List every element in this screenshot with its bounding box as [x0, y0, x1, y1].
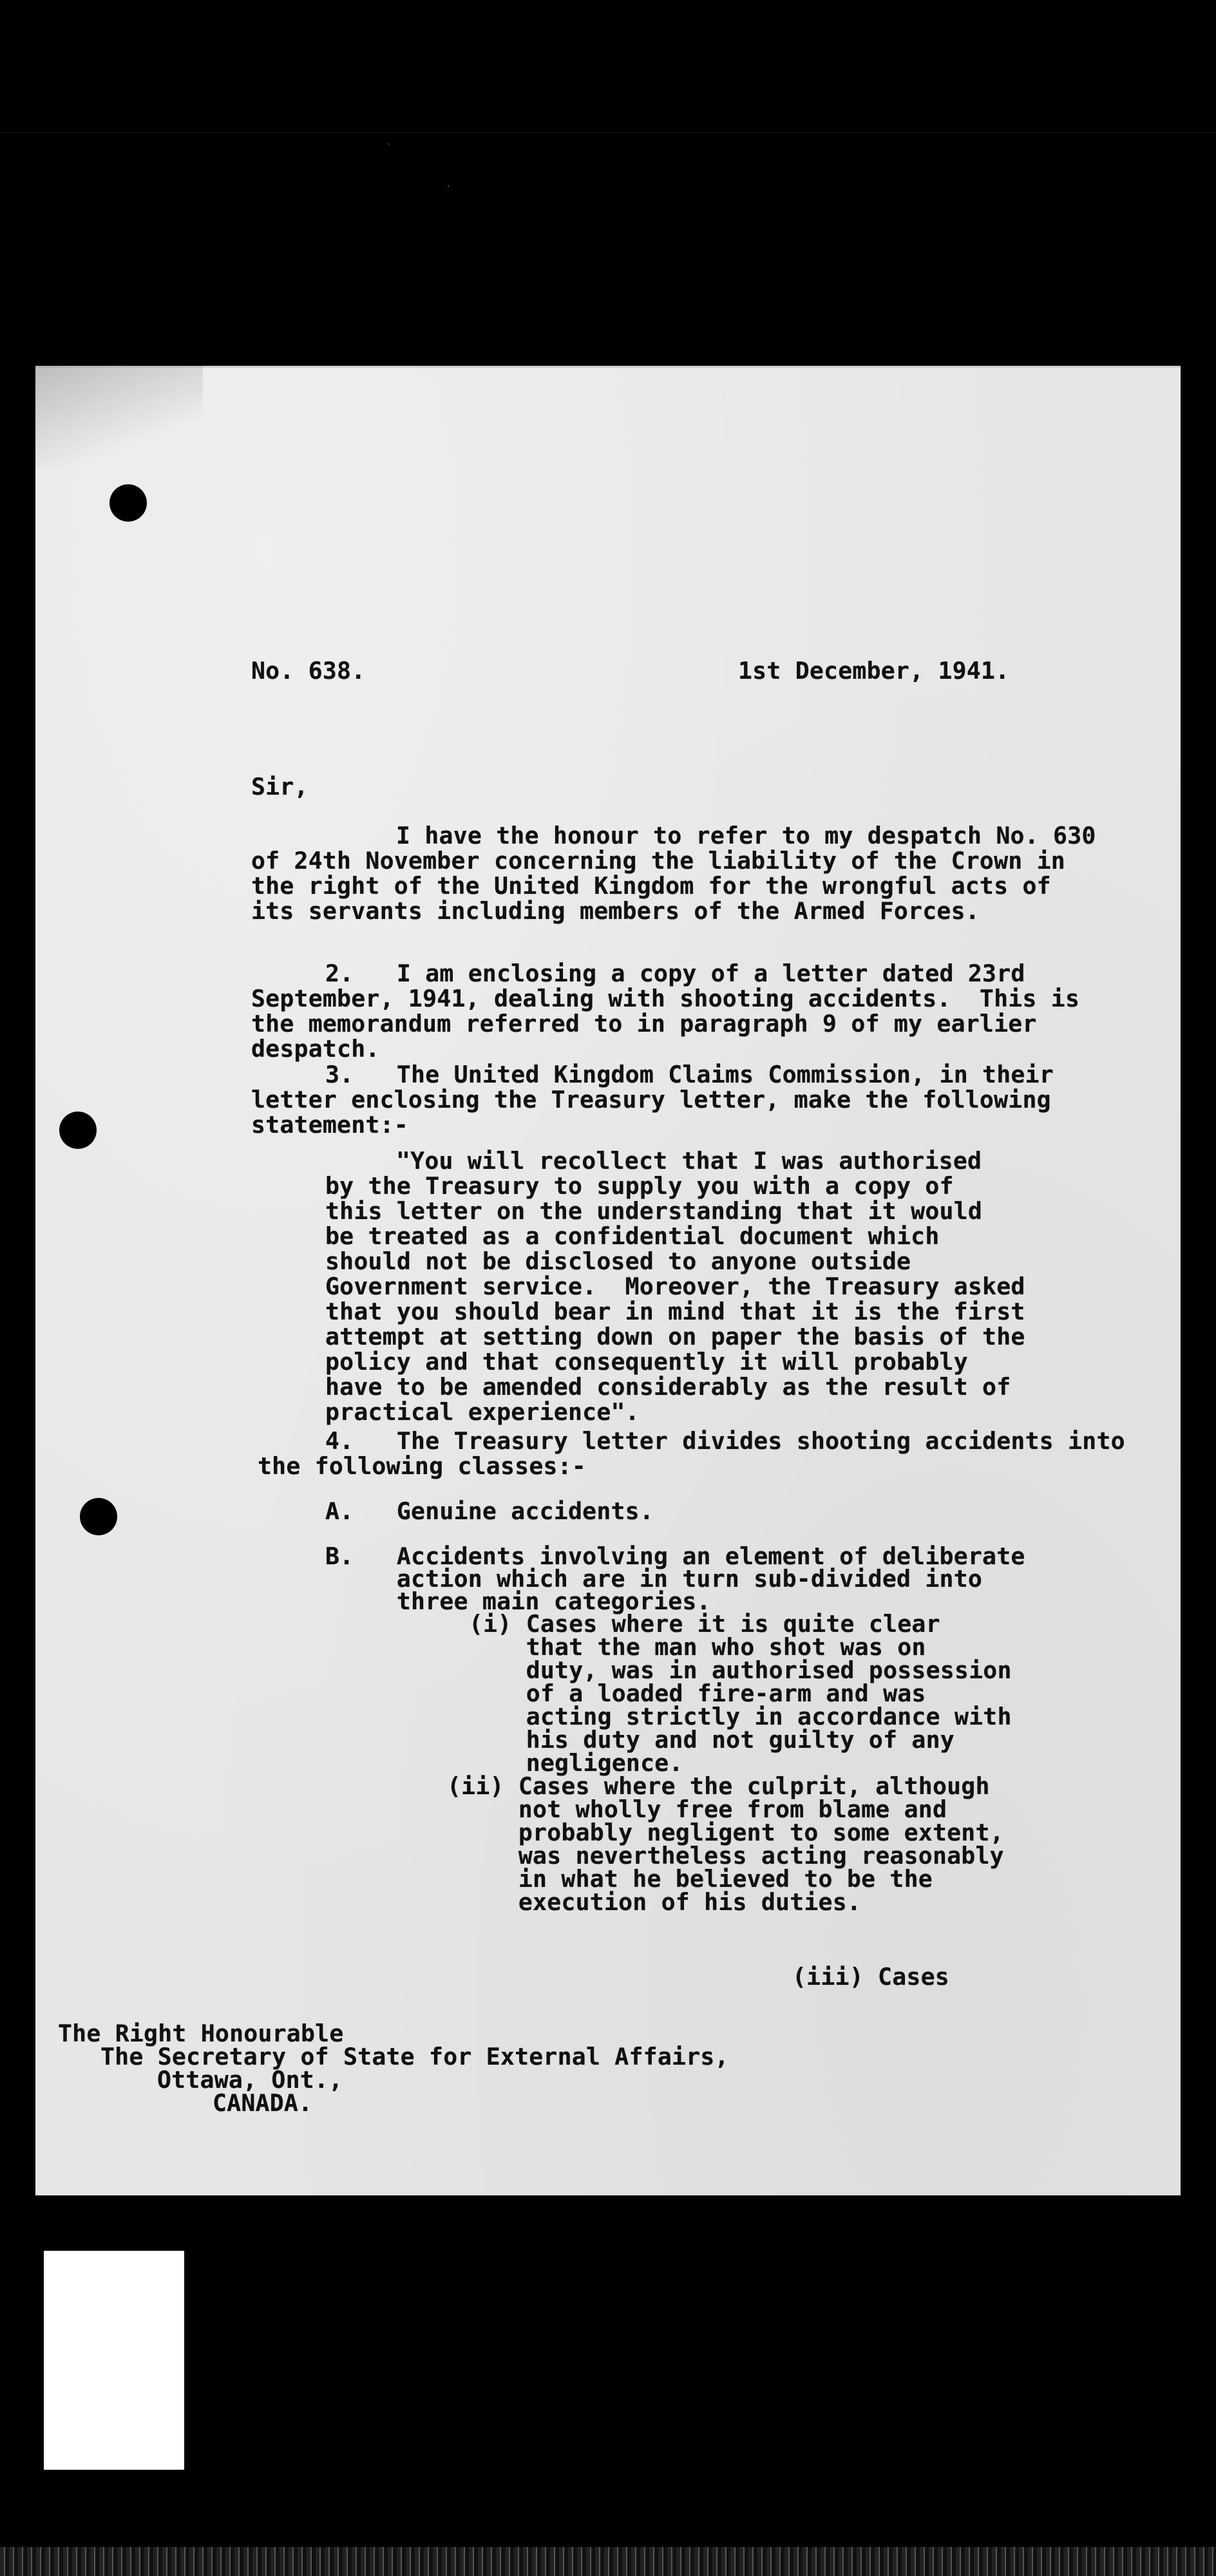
category-i-line: negligence.	[469, 1749, 683, 1777]
salutation: Sir,	[251, 773, 309, 800]
addressee-line: The Secretary of State for External Affairs,	[100, 2043, 729, 2070]
paragraph-4-line: the following classes:-	[258, 1452, 587, 1480]
category-i-line: of a loaded fire-arm and was	[469, 1680, 926, 1707]
film-speck: .	[446, 179, 451, 189]
page-fold-shadow	[35, 366, 203, 469]
catchword: (iii) Cases	[792, 1963, 949, 1991]
class-b-line: action which are in turn sub-divided into	[325, 1565, 983, 1593]
despatch-number: No. 638.	[251, 657, 366, 685]
paragraph-2-line: the memorandum referred to in paragraph 9 of my earlier	[251, 1010, 1037, 1037]
letter-date: 1st December, 1941.	[738, 657, 1010, 685]
microfilm-top-border	[0, 0, 1216, 133]
film-label-card	[44, 2251, 184, 2470]
paragraph-2-line: 2. I am enclosing a copy of a letter dated 23rd	[325, 960, 1025, 987]
paragraph-3-line: 3. The United Kingdom Claims Commission, in their	[325, 1061, 1054, 1088]
addressee-line: Ottawa, Ont.,	[157, 2066, 343, 2094]
paragraph-1-line: the right of the United Kingdom for the wrongful acts of	[251, 872, 1051, 900]
paragraph-2-line: September, 1941, dealing with shooting accidents. This is	[251, 985, 1080, 1012]
category-ii-line: not wholly free from blame and	[447, 1795, 947, 1823]
punch-hole-top	[109, 484, 147, 522]
punch-hole-middle	[59, 1112, 97, 1149]
class-a: A. Genuine accidents.	[325, 1497, 654, 1525]
paragraph-1-line: of 24th November concerning the liability of the Crown in	[251, 847, 1065, 875]
category-i-line: acting strictly in accordance with	[469, 1703, 1012, 1730]
quotation-line: be treated as a confidential document which	[325, 1222, 940, 1250]
quotation-line: policy and that consequently it will probably	[325, 1348, 968, 1376]
addressee-line: CANADA.	[213, 2089, 313, 2117]
film-speck: `	[386, 143, 392, 153]
quotation-line: that you should bear in mind that it is the first	[325, 1298, 1025, 1325]
paragraph-3-line: letter enclosing the Treasury letter, make the following	[251, 1086, 1051, 1113]
quotation-line: this letter on the understanding that it would	[325, 1197, 983, 1225]
microfilm-bottom-border	[0, 2547, 1216, 2576]
addressee-line: The Right Honourable	[58, 2020, 344, 2047]
category-ii-line: execution of his duties.	[447, 1888, 862, 1916]
quotation-line: Government service. Moreover, the Treasury asked	[325, 1273, 1025, 1300]
class-b-line: three main categories.	[325, 1587, 711, 1615]
quotation-line: by the Treasury to supply you with a copy of	[325, 1172, 954, 1200]
category-i-line: that the man who shot was on	[469, 1633, 926, 1661]
paragraph-4-line: 4. The Treasury letter divides shooting accidents into	[325, 1427, 1125, 1455]
category-ii-line: in what he believed to be the	[447, 1865, 933, 1893]
category-ii-line: probably negligent to some extent,	[447, 1819, 1004, 1846]
category-ii-line: was nevertheless acting reasonably	[447, 1842, 1004, 1870]
paragraph-3-line: statement:-	[251, 1111, 408, 1139]
category-ii-line: (ii) Cases where the culprit, although	[447, 1772, 990, 1800]
punch-hole-bottom	[80, 1498, 117, 1535]
quotation-line: attempt at setting down on paper the basis of the	[325, 1323, 1025, 1350]
quotation-line: have to be amended considerably as the result of	[325, 1373, 1011, 1401]
class-b-line: B. Accidents involving an element of deliberate	[325, 1542, 1025, 1570]
quotation-line: practical experience".	[325, 1398, 640, 1426]
paragraph-2-line: despatch.	[251, 1035, 380, 1063]
paragraph-1-line: its servants including members of the Armed Forces.	[251, 897, 980, 925]
paragraph-1-line: I have the honour to refer to my despatch No. 630	[396, 822, 1096, 849]
category-i-line: (i) Cases where it is quite clear	[469, 1610, 940, 1638]
quotation-line: should not be disclosed to anyone outside	[325, 1247, 911, 1275]
quotation-line: "You will recollect that I was authorised	[396, 1147, 982, 1175]
category-i-line: his duty and not guilty of any	[469, 1726, 955, 1754]
category-i-line: duty, was in authorised possession	[469, 1656, 1012, 1684]
